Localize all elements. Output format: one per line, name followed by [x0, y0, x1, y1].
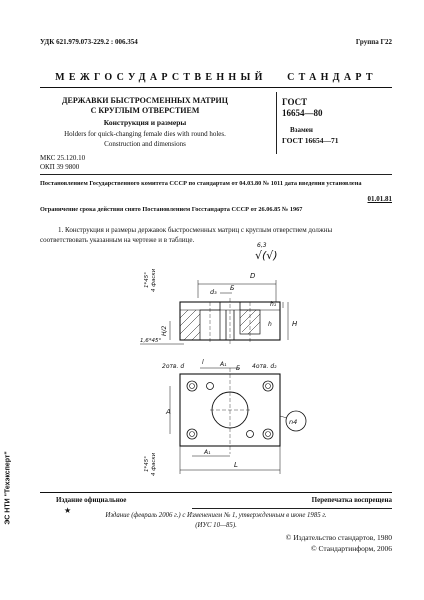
label-chamfer-top: 1*45°: [144, 272, 150, 288]
title-ru-line2: С КРУГЛЫМ ОТВЕРСТИЕМ: [90, 106, 200, 115]
label-H: H: [292, 320, 298, 328]
banner-rule: [40, 87, 392, 88]
label-L: L: [234, 461, 238, 469]
label-chamfer-side: 1*45°: [144, 456, 150, 472]
reprint-notice: Перепечатка воспрещена: [311, 496, 392, 504]
edition-line2: (ИУС 10—85).: [195, 522, 237, 529]
label-A1-top: A₁: [220, 361, 227, 368]
label-H2: H/2: [161, 325, 168, 336]
title-en-line1: Holders for quick-changing female dies with round holes.: [64, 130, 226, 138]
roughness-check: √(√): [255, 249, 278, 262]
udk-code: УДК 621.979.073-229.2 : 006.354: [40, 38, 138, 46]
label-holes2: 2отв. d: [162, 363, 185, 370]
codes-rule: [40, 174, 392, 175]
mks-code: МКС 25.120.10: [40, 154, 86, 162]
restriction-text: Ограничение срока действия снято Постановлением Госстандарта СССР от 26.06.85 № 1967: [40, 206, 303, 213]
label-chamfer-side-count: 4 фаски: [151, 452, 157, 476]
label-d3: d₃: [210, 288, 217, 296]
label-B: Б: [230, 284, 235, 292]
copyright-1: © Издательство стандартов, 1980: [285, 533, 392, 542]
replaces-standard: ГОСТ 16654—71: [282, 136, 339, 145]
label-h: h: [268, 321, 272, 328]
label-holes4: 4отв. d₂: [252, 363, 277, 370]
group-code: Группа Г22: [355, 38, 392, 46]
paragraph-line1: 1. Конструкция и размеры державок быстросменных матриц с круглым отверстием должны: [58, 226, 333, 234]
okp-code: ОКП 39 9800: [40, 163, 80, 171]
label-l: l: [202, 359, 204, 366]
paragraph-line2: соответствовать указанным на чертеже и в таблице.: [40, 236, 195, 244]
copyright-2: © Стандартинформ, 2006: [310, 544, 392, 553]
technical-drawing: [140, 240, 310, 490]
star-mark: ★: [64, 506, 72, 515]
title-ru-line1: ДЕРЖАВКИ БЫСТРОСМЕННЫХ МАТРИЦ: [62, 96, 228, 105]
gost-label: ГОСТ: [282, 97, 308, 107]
gost-number: 16654—80: [282, 108, 323, 118]
label-n4: n4: [289, 418, 298, 426]
edition-line1: Издание (февраль 2006 г.) с Изменением № 1, утвержденным в июне 1985 г.: [105, 512, 327, 519]
watermark: ЭС НТИ "Техэксперт": [4, 451, 12, 525]
decree-date: 01.01.81: [367, 195, 392, 203]
label-chamfer-bottom: 1,6*45°: [140, 338, 162, 344]
footer-rule: [40, 492, 392, 493]
label-B-top: Б: [236, 365, 241, 372]
footer-rule-2: [192, 508, 392, 509]
title-ru-subtitle: Конструкция и размеры: [103, 118, 187, 127]
banner: МЕЖГОСУДАРСТВЕННЫЙ СТАНДАРТ: [55, 72, 377, 83]
label-D: D: [250, 272, 256, 280]
title-divider: [276, 92, 277, 154]
roughness-value: 6,3: [257, 242, 267, 249]
title-en-line2: Construction and dimensions: [104, 140, 186, 148]
official-edition: Издание официальное: [56, 496, 127, 504]
label-chamfer-top-count: 4 фаски: [151, 268, 157, 292]
label-A: A: [166, 408, 171, 416]
replaces-label: Взамен: [290, 126, 313, 134]
label-h1: h₁: [270, 301, 277, 308]
decree-text: Постановлением Государственного комитета СССР по стандартам от 04.03.80 № 1011 дата введения установлена: [40, 180, 362, 187]
label-A1-bottom: A₁: [204, 449, 211, 456]
